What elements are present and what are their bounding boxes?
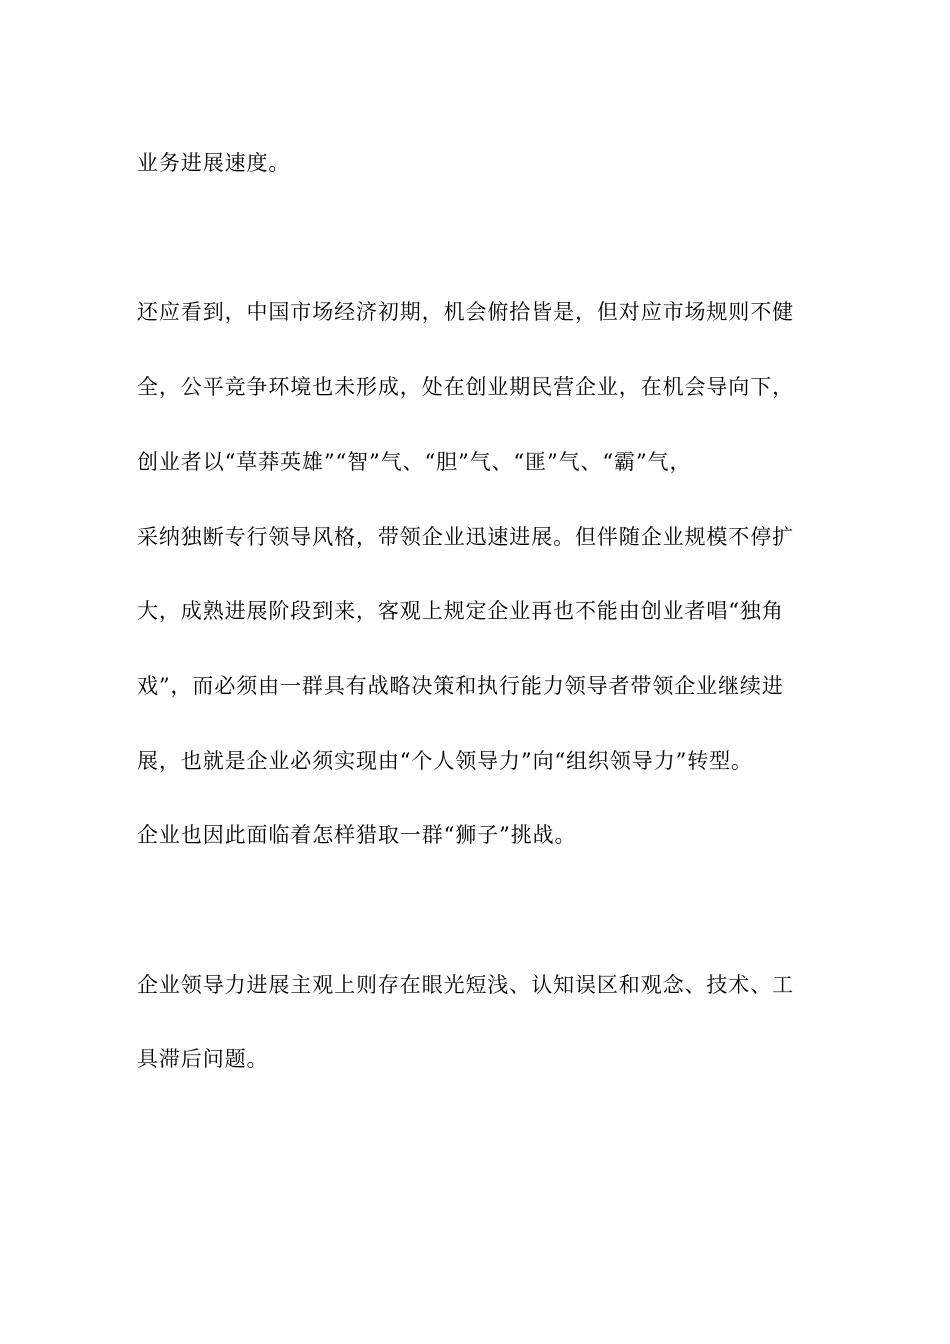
paragraph-3-line-1: 企业领导力进展主观上则存在眼光短浅、认知误区和观念、技术、工 [137, 973, 794, 997]
paragraph-2-line-1: 还应看到，中国市场经济初期，机会俯拾皆是，但对应市场规则不健 [137, 300, 794, 324]
paragraph-2-line-5: 大，成熟进展阶段到来，客观上规定企业再也不能由创业者唱“独角 [137, 599, 784, 623]
paragraph-2-line-2: 全，公平竞争环境也未形成，处在创业期民营企业，在机会导向下， [137, 375, 794, 399]
paragraph-2-line-6: 戏”，而必须由一群具有战略决策和执行能力领导者带领企业继续进 [137, 674, 784, 698]
paragraph-3-line-2: 具滞后问题。 [137, 1047, 269, 1071]
paragraph-2-line-3: 创业者以“草莽英雄”“智”气、“胆”气、“匪”气、“霸”气， [137, 450, 692, 474]
paragraph-2-line-7: 展，也就是企业必须实现由“个人领导力”向“组织领导力”转型。 [137, 749, 753, 773]
paragraph-2-line-4: 采纳独断专行领导风格，带领企业迅速进展。但伴随企业规模不停扩 [137, 525, 794, 549]
paragraph-1-line-1: 业务进展速度。 [137, 151, 291, 175]
paragraph-2-line-8: 企业也因此面临着怎样猎取一群“狮子”挑战。 [137, 823, 577, 847]
